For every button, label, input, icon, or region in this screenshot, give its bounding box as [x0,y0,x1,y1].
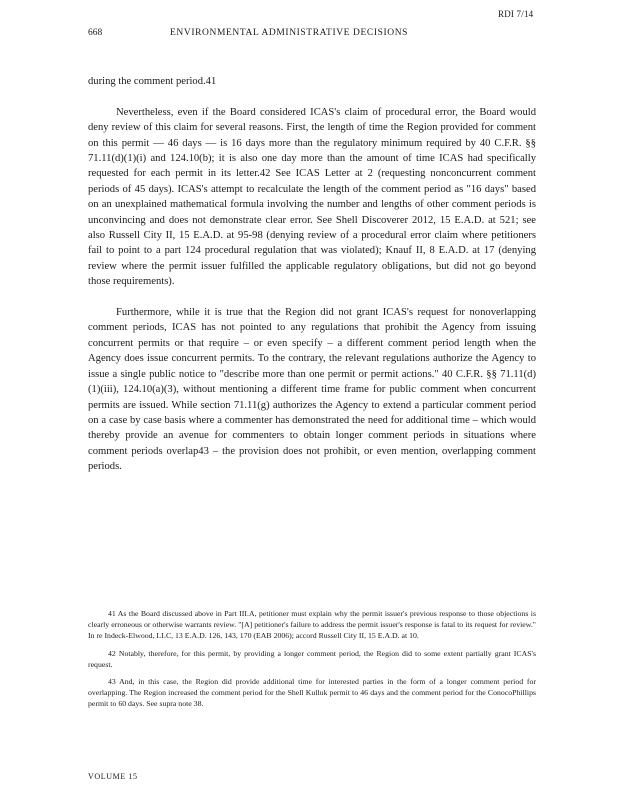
volume-footer: VOLUME 15 [88,772,138,781]
footnote-43: 43 And, in this case, the Region did provide additional time for interested parties in the form of a longer comment period for overlapping. The Region increased the comment period for the Shell Kulluk permit to 46 days and the comment period for the ConocoPhillips permit to 60 days. See supra note 38. [88,677,536,709]
running-head-title: ENVIRONMENTAL ADMINISTRATIVE DECISIONS [170,28,409,38]
paragraph-furthermore: Furthermore, while it is true that the Region did not grant ICAS's request for nonoverlapping comment periods, ICAS has not pointed to any regulations that prohibit the Agency from issuing concurrent permits or that require – or even specify – a different comment period length when the Agency does issue concurrent permits. To the contrary, the relevant regulations authorize the Agency to issue a single public notice to "describe more than one permit or permit actions." 40 C.F.R. §§ 71.11(d)(1)(iii), 124.10(a)(3), without mentioning a different time frame for public comment when concurrent permits are issued. While section 71.11(g) authorizes the Agency to extend a particular comment period on a case by case basis where a commenter has demonstrated the need for additional time – which would thereby provide an avenue for commenters to obtain longer comment periods in situations where comment periods overlap43 – the provision does not prohibit, or even mention, overlapping comment periods. [88,307,536,473]
footnote-41: 41 As the Board discussed above in Part III.A, petitioner must explain why the permit issuer's previous response to those objections is clearly erroneous or otherwise warrants review. "[A] petitioner's failure to address the permit issuer's response is fatal to its request for review." In re Indeck-Elwood, LLC, 13 E.A.D. 126, 143, 170 (EAB 2006); accord Russell City II, 15 E.A.D. at 10. [88,609,536,641]
footnotes [88,608,536,716]
footnote-42: 42 Notably, therefore, for this permit, by providing a longer comment period, the Region did to some extent partially grant ICAS's request. [88,648,536,669]
document-id: RDI 7/14 [498,9,534,19]
paragraph-continuation: during the comment period.41 [88,76,217,87]
paragraph-nevertheless: Nevertheless, even if the Board considered ICAS's claim of procedural error, the Board would deny review of this claim for several reasons. First, the length of time the Region provided for comment on this permit — 46 days — is 16 days more than the regulatory minimum required by 40 C.F.R. §§ 71.11(d)(1)(i) and 124.10(b); it is also one day more than the amount of time ICAS had specifically requested for each permit in its letter.42 See ICAS Letter at 2 (requesting nonconcurrent comment periods of 45 days). ICAS's attempt to recalculate the length of the comment period as "16 days" based on an unexplained mathematical formula involving the number and lengths of other comment periods is unconvincing and does not demonstrate clear error. See Shell Discoverer 2012, 15 E.A.D. at 521; see also Russell City II, 15 E.A.D. at 95-98 (denying review of a procedural error claim where petitioners fail to point to a part 124 procedural regulation that was violated); Knauf II, 8 E.A.D. at 17 (denying review where the permit issuer fulfilled the applicable regulatory obligations, but did not go beyond those requirements). [88,106,536,288]
body-text [88,74,536,490]
page-number: 668 [88,28,103,38]
